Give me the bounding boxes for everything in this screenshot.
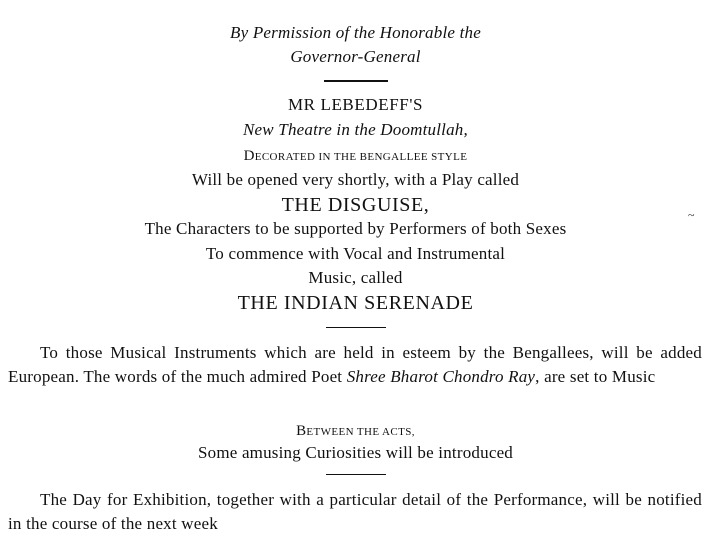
top-divider: [324, 80, 388, 82]
music-title: THE INDIAN SERENADE: [237, 292, 474, 314]
exhibition-paragraph: [8, 488, 702, 536]
curiosities-line: Some amusing Curiosities will be introduced: [197, 443, 514, 462]
decorated-line: [0, 146, 711, 164]
between-acts-heading: [0, 421, 711, 439]
commence-line: To commence with Vocal and Instrumental: [205, 244, 506, 263]
music-paragraph-before: To those Musical Instruments which are held in esteem by the Bengallees, will be added European. The words of the much admired Poet: [8, 343, 702, 386]
music-paragraph: [8, 341, 702, 389]
characters-line: The Characters to be supported by Performers of both Sexes: [144, 219, 567, 238]
opening-line: Will be opened very shortly, with a Play called: [191, 170, 520, 189]
exhibition-paragraph-text: The Day for Exhibition, together with a particular detail of the Performance, will be notified in the course of the next week: [8, 490, 702, 533]
permission-line-2: Governor-General: [290, 47, 421, 66]
play-title: THE DISGUISE,: [281, 194, 430, 216]
middle-divider: [326, 327, 386, 328]
proprietor-heading: MR LEBEDEFF'S: [287, 95, 424, 114]
between-initial: B: [296, 423, 307, 439]
permission-line-1: By Permission of the Honorable the: [230, 23, 481, 42]
decorated-initial: D: [243, 148, 255, 164]
bottom-divider: [326, 474, 386, 475]
music-called-line: Music, called: [308, 268, 403, 287]
music-paragraph-text: [8, 341, 702, 389]
venue-line: New Theatre in the Doomtullah,: [243, 120, 468, 139]
margin-mark: ~: [688, 208, 695, 222]
poet-name: Shree Bharot Chondro Ray: [346, 367, 536, 386]
between-rest: ETWEEN THE ACTS,: [306, 426, 415, 438]
decorated-rest: ECORATED IN THE BENGALLEE STYLE: [254, 151, 468, 163]
music-paragraph-after: , are set to Music: [535, 367, 656, 386]
